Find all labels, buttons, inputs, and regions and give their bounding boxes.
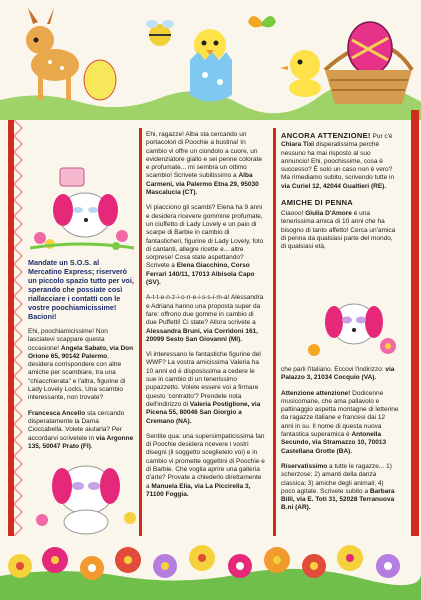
ad-giulia-address: via Palazzo 3, 21034 Cocquio (VA).: [281, 366, 395, 382]
ad-giulia: [281, 210, 399, 251]
ad-valeria-address: Valeria Postiglione, via Picena 55, 80046 San Giorgio a Cremano (NA).: [146, 400, 261, 425]
ad-chiara-name: Chiara Tixi: [281, 141, 315, 149]
ad-antonella-address: Antonella Secundo, via Stramazzo 10, 70013 Castellana Grotte (BA).: [281, 431, 387, 455]
ad-barbara-address: Barbara Billi, via E. Toti 31, 52028 Terranuova B.ni (AR).: [281, 487, 395, 512]
ad-manuela: [146, 433, 266, 499]
ad-angela: [28, 328, 134, 403]
poochie-dog-illustration-left: [30, 160, 134, 252]
ad-francesca-name: Francesca Ancello: [28, 409, 86, 417]
bottom-flower-border: [0, 536, 421, 600]
ad-chiara-text: disperatissima perché nessuno ha mai risposto al suo annuncio! Ehi, poochissime, cosa è successo? È solo un caso non è vero? Ma rimediamo subito, scrivendo tutte in: [281, 141, 395, 182]
ad-elena-text: Vi piacciono gli scambi? Elena ha 9 anni e desidera ricevere gommine profumate, un ciuffetto di Lady Lovely e un paio di scarpe di Barbie in cambio di fantasticheri, figurine di Lady Lovely, foto di cantanti, allegre ricette e... altre sorprese! Cosa state aspettando? Scrivete a: [146, 204, 264, 270]
ad-giulia-intro: Ciaooo!: [281, 210, 306, 218]
ad-angela-address: Angela Sabato, via Don Orione 65, 90142 Palermo: [28, 344, 134, 360]
ad-alba: [146, 131, 266, 197]
poochie-dog-illustration-right: [306, 292, 406, 362]
column-3-lower: [281, 366, 399, 520]
ad-barbara-lead: Riservatissimo: [281, 462, 328, 470]
ad-chiara: [281, 131, 399, 191]
ad-giulia-cont-text: che parli l'italiano. Eccovi l'indirizzo:: [281, 366, 386, 373]
left-decorative-border: [4, 120, 24, 536]
ad-chiara-address: via Curiel 12, 42044 Gualtieri (RE).: [281, 182, 387, 190]
ad-alessandra-text: A-t-t-e-n-z-i-o-n-e-i-s-s-i-m-a! Alessandra e Adriana hanno una proposta super da fare: offrono due gomme in cambio di due Puffetti! Ci state? Allora scrivete a: [146, 294, 264, 327]
right-decorative-border: [407, 110, 421, 540]
column-divider-left: [139, 128, 142, 538]
heading-ancora-attenzione: ANCORA ATTENZIONE!: [281, 131, 371, 140]
ad-angela-intro: Ehi, poochiamicissime! Non lasciatevi scappare questa occasione!: [28, 328, 108, 352]
ad-barbara-text: a tutte le ragazze... 1) scherzose; 2) amanti della danza classica; 3) amiche degli animali; 4) poco agitate. Scrivete subito a: [281, 462, 392, 495]
ad-valeria: [146, 351, 266, 426]
ad-francesca-address: via Argonne 135, 50047 Prato (FI): [28, 434, 134, 450]
column-2: [146, 131, 266, 506]
ad-elena: [146, 204, 266, 287]
ad-alessandra-address: Alessandra Bruni, via Corridoni 161, 20099 Sesto San Giovanni (MI).: [146, 327, 258, 343]
ad-valeria-text: Vi interessano le fantastiche figurine del WWF? La vostra amicissima Valeria ha 10 anni ed è disposissima a cedere le sue in cambio di un tenerissimo pupazzetto. Volete essere voi a firmare questo 'contratto'? Prendete nota dell'indirizzo di: [146, 351, 261, 408]
ad-manuela-address: Manuela Elia, via La Piccirella 3, 71100 Foggia.: [146, 482, 251, 498]
ad-antonella: [281, 390, 399, 456]
ad-angela-text: , desidera corrispondere con altre amiche per scambiare, tra una "chiacchierata" e l'altra, figurine di Lady Lovely Locks. Una scambio interessante, non trovate?: [28, 352, 126, 402]
ad-barbara: [281, 463, 399, 513]
ad-francesca: [28, 410, 134, 451]
poochie-dog-illustration-bottom-left: [34, 450, 138, 536]
ad-manuela-text: Sentite qua: una supersimpaticissima fan di Poochie desidera ricevere i vostri disegni (il soggetto sceglietelo voi) e in cambio vi promette oggettini di Poochie e di Barbie. Che voglia aprire una galleria d'arte? Provate a chiederlo direttamente a: [146, 432, 265, 490]
ad-antonella-lead: Attenzione attenzione!: [281, 389, 351, 397]
ad-francesca-end: .: [90, 442, 93, 450]
ad-elena-address: Elena Giacchino, Corso Ferrari 140/11, 17013 Albisola Capo (SV).: [146, 262, 255, 287]
ad-giulia-cont: [281, 366, 399, 383]
ad-antonella-text: Dodicenne musicomane, che ama pallavolo e pattinaggio aspetta montagne di letterine da ragazze italiane e francesi dai 12 anni in su. Il nome di questa nuova fantastica superamica è: [281, 389, 399, 439]
column-1: [28, 258, 134, 458]
ad-alba-address: Alba Carmeni, via Palermo Etna 29, 95030 Mascalucia (CT).: [146, 172, 259, 197]
ad-alba-text: Ehi, ragazze! Alba sta cercando un portacolori di Poochie a bustina! In cambio vi offre un ciondolo a cuore, un evidenziatore giallo e sei penne colorate e profumate... mi sembra un ottimo scambio! Scrivete subitissimo a: [146, 131, 262, 180]
ad-giulia-text: è una tenerissima amica di 10 anni che ha bisogno di tanto affetto! Cerca un'amica di penna da qualsiasi parte del mondo, di qualsiasi età,: [281, 210, 396, 251]
top-illustration-strip: [0, 0, 421, 120]
easter-egg-left: [84, 60, 116, 100]
column-divider-right: [273, 128, 276, 538]
ad-francesca-text: sta cercando disperatamente la Dama Cioccabella. Volete aiutarla? Per accordarvi scrivetele in: [28, 409, 125, 442]
ad-alessandra: [146, 294, 266, 344]
ad-giulia-name: Giulia D'Amore: [305, 210, 352, 218]
column-3: [281, 131, 399, 259]
heading-amiche-di-penna: AMICHE DI PENNA: [281, 198, 354, 208]
intro-paragraph: Mandate un S.O.S. al Mercatino Express; riserverò un piccolo spazio tutto per voi, sperando che possiate così riallacciare i contatti con le vostre poochiamicissime! Bacioni!: [28, 258, 134, 321]
ad-chiara-intro: Pur c'è: [370, 133, 393, 140]
